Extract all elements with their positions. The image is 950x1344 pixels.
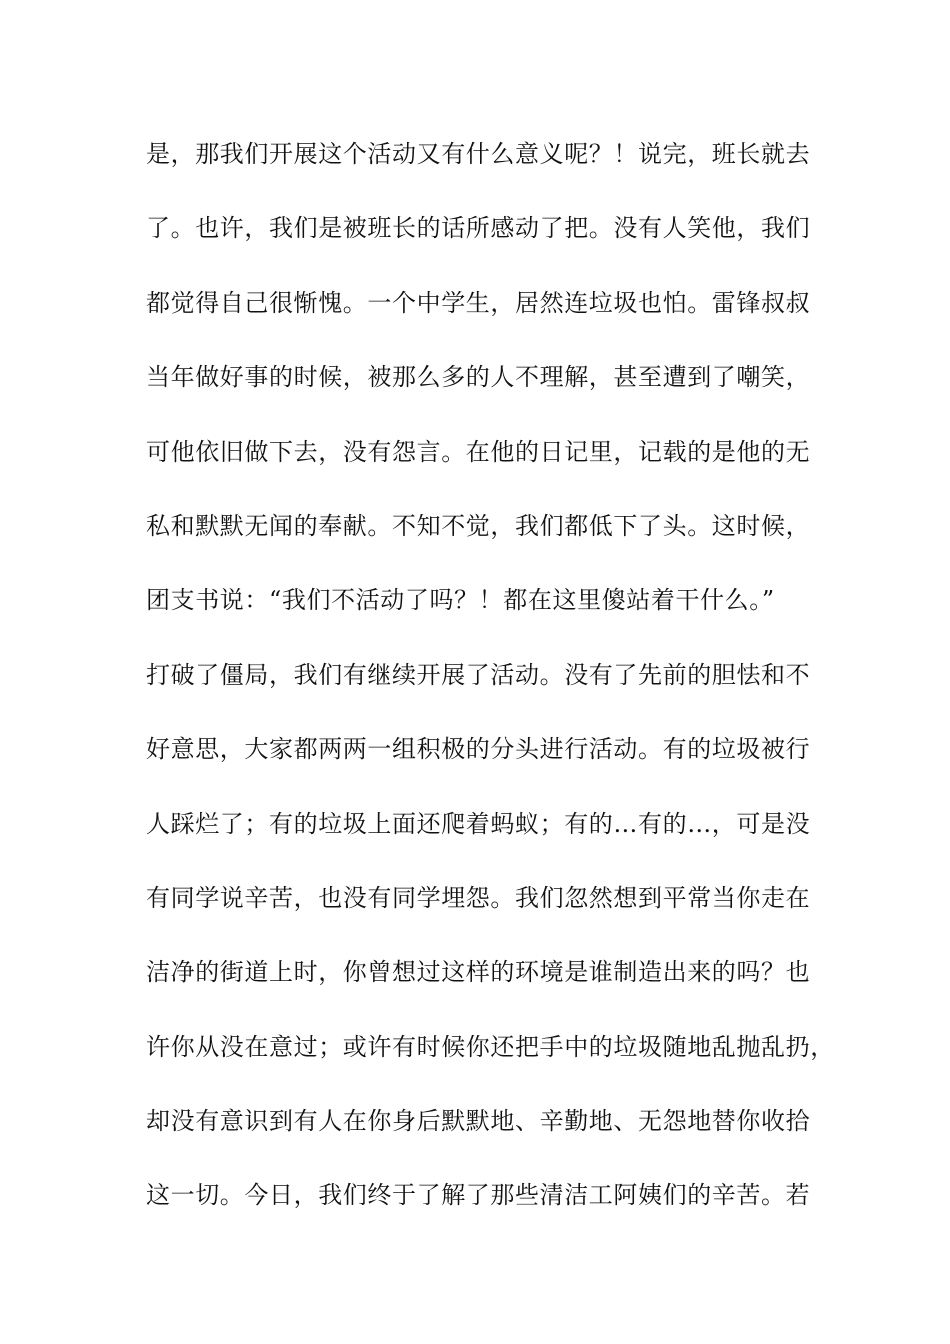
text-line: 了。也许，我们是被班长的话所感动了把。没有人笑他，我们 [146,214,811,243]
text-line: 是，那我们开展这个活动又有什么意义呢？！说完，班长就去 [146,140,811,168]
text-line: 人踩烂了；有的垃圾上面还爬着蚂蚁；有的…有的…，可是没 [146,809,811,838]
text-line: 洁净的街道上时，你曾想过这样的环境是谁制造出来的吗？也 [146,958,811,987]
text-line: 有同学说辛苦，也没有同学埋怨。我们忽然想到平常当你走在 [146,883,811,912]
text-line: 都觉得自己很惭愧。一个中学生，居然连垃圾也怕。雷锋叔叔 [146,288,811,317]
text-line: 这一切。今日，我们终于了解了那些清洁工阿姨们的辛苦。若 [146,1181,811,1210]
text-line: 当年做好事的时候，被那么多的人不理解，甚至遭到了嘲笑， [146,363,811,392]
text-line: 打破了僵局，我们有继续开展了活动。没有了先前的胆怯和不 [146,660,811,689]
text-line: 团支书说：“我们不活动了吗？！都在这里傻站着干什么。” [146,586,775,615]
text-line: 可他依旧做下去，没有怨言。在他的日记里，记载的是他的无 [146,437,811,466]
text-line: 许你从没在意过；或许有时候你还把手中的垃圾随地乱抛乱扔， [146,1032,835,1061]
body-text [146,128,836,1244]
text-line: 私和默默无闻的奉献。不知不觉，我们都低下了头。这时候， [146,511,811,540]
text-line: 却没有意识到有人在你身后默默地、辛勤地、无怨地替你收拾 [146,1107,811,1136]
text-line: 好意思，大家都两两一组积极的分头进行活动。有的垃圾被行 [146,735,811,764]
